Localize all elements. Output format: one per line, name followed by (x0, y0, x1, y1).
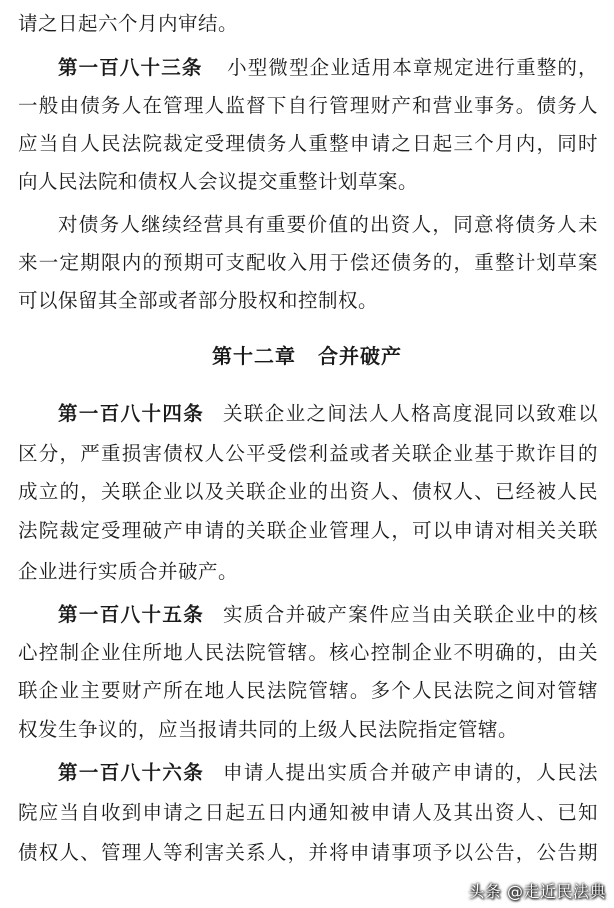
text-line: 区分，严重损害债权人公平受偿利益或者关联企业基于欺诈目的 (18, 442, 598, 465)
article-186-first-line (58, 757, 598, 789)
text-line: 债权人、管理人等利害关系人，并将申请事项予以公告，公告期 (18, 841, 598, 864)
chapter-title: 合并破产 (318, 344, 402, 368)
text-line: 权发生争议的，应当报请共同的上级人民法院指定管辖。 (18, 718, 519, 741)
article-184-heading: 第一百八十四条 (58, 402, 205, 425)
text-line: 向人民法院和债权人会议提交重整计划草案。 (18, 170, 419, 193)
text-line: 心控制企业住所地人民法院管辖。核心控制企业不明确的，由关 (18, 641, 598, 664)
text-line: 请之日起六个月内审结。 (18, 12, 239, 35)
article-184-first-line (58, 398, 598, 430)
text-line: 小型微型企业适用本章规定进行重整的， (226, 56, 598, 79)
text-line: 一般由债务人在管理人监督下自行管理财产和营业事务。债务人 (18, 94, 598, 117)
text-line: 企业进行实质合并破产。 (18, 560, 239, 583)
article-185-first-line (58, 599, 598, 631)
text-line: 院应当自收到申请之日起五日内通知被申请人及其出资人、已知 (18, 801, 598, 824)
text-line: 对债务人继续经营具有重要价值的出资人，同意将债务人未 (58, 213, 598, 236)
text-line: 可以保留其全部或者部分股权和控制权。 (18, 289, 379, 312)
text-line: 来一定期限内的预期可支配收入用于偿还债务的，重整计划草案 (18, 251, 598, 274)
source-watermark: 头条 @走近民法典 (468, 882, 606, 901)
text-line: 实质合并破产案件应当由关联企业中的核 (222, 603, 598, 626)
article-185-heading: 第一百八十五条 (58, 603, 205, 626)
article-186-heading: 第一百八十六条 (58, 761, 205, 784)
text-line: 关联企业之间法人人格高度混同以致难以 (222, 402, 598, 425)
text-line: 法院裁定受理破产申请的关联企业管理人，可以申请对相关关联 (18, 519, 598, 542)
article-183-heading: 第一百八十三条 (58, 56, 203, 79)
text-line: 申请人提出实质合并破产申请的，人民法 (222, 761, 598, 784)
text-line: 应当自人民法院裁定受理债务人重整申请之日起三个月内，同时 (18, 132, 598, 155)
chapter-number: 第十二章 (212, 344, 296, 368)
article-183-first-line (58, 52, 598, 84)
text-line: 联企业主要财产所在地人民法院管辖。多个人民法院之间对管辖 (18, 679, 598, 702)
chapter-heading (0, 340, 614, 372)
text-line: 成立的，关联企业以及关联企业的出资人、债权人、已经被人民 (18, 480, 598, 503)
